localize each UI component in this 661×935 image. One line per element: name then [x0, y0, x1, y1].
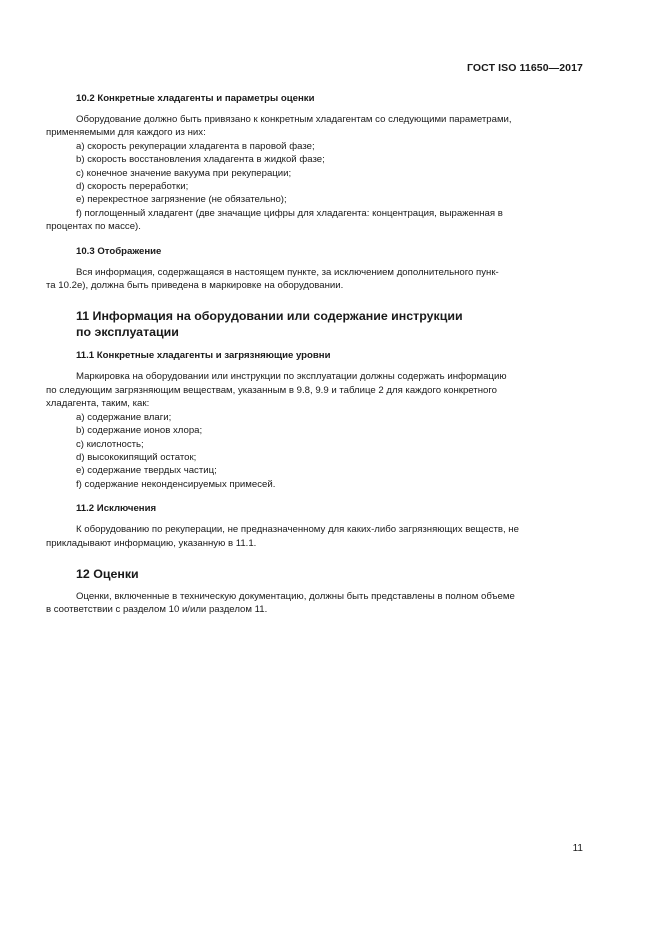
paragraph-11-1-line-1: Маркировка на оборудовании или инструкции по эксплуатации должны содержать информацию: [76, 371, 507, 383]
paragraph-10-3-line-2: та 10.2е), должна быть приведена в маркировке на оборудовании.: [46, 280, 344, 292]
paragraph-10-2-intro-1: [76, 113, 583, 126]
document-id: ГОСТ ISO 11650—2017: [466, 62, 583, 74]
heading-11-2: 11.2 Исключения: [76, 503, 157, 515]
heading-12: 12 Оценки: [76, 566, 139, 581]
list-item-11-1-f: f) содержание неконденсируемых примесей.: [76, 478, 276, 490]
list-item-10-2-e: e) перекрестное загрязнение (не обязательно);: [76, 194, 287, 206]
list-item-11-1-a: a) содержание влаги;: [76, 411, 172, 423]
heading-10-2: 10.2 Конкретные хладагенты и параметры оценки: [76, 93, 315, 104]
list-item-10-2-f-cont: процентах по массе).: [46, 221, 141, 233]
page-content: [46, 93, 583, 617]
list-item-10-2-a: a) скорость рекуперации хладагента в паровой фазе;: [76, 140, 315, 152]
paragraph-12-line-2: в соответствии с разделом 10 и/или разделом 11.: [46, 604, 268, 616]
heading-11-line-1: 11 Информация на оборудовании или содержание инструкции: [76, 309, 463, 324]
list-item-11-1-b: b) содержание ионов хлора;: [76, 425, 203, 437]
heading-10-3: 10.3 Отображение: [76, 245, 162, 257]
paragraph-12-line-1: Оценки, включенные в техническую документацию, должны быть представлены в полном объеме: [76, 590, 515, 602]
list-item-11-1-e: e) содержание твердых частиц;: [76, 465, 217, 477]
paragraph-11-1-line-3: хладагента, таким, как:: [46, 398, 150, 410]
paragraph-10-2-intro-2: применяемыми для каждого из них:: [46, 127, 206, 139]
list-item-10-2-d: d) скорость переработки;: [76, 181, 189, 193]
paragraph-11-2-line-2: прикладывают информацию, указанную в 11.1.: [46, 537, 257, 549]
text-line: Оборудование должно быть привязано к конкретным хладагентам со следующими параметрами,: [76, 114, 512, 125]
paragraph-10-3-line-1: Вся информация, содержащаяся в настоящем пункте, за исключением дополнительного пунк-: [76, 266, 499, 278]
heading-11-1: 11.1 Конкретные хладагенты и загрязняющие уровни: [76, 350, 331, 362]
list-item-11-1-c: c) кислотность;: [76, 438, 144, 450]
page-number: 11: [572, 843, 583, 854]
list-item-10-2-c: c) конечное значение вакуума при рекуперации;: [76, 167, 292, 179]
heading-11-line-2: по эксплуатации: [76, 325, 179, 340]
paragraph-11-1-line-2: по следующим загрязняющим веществам, указанным в 9.8, 9.9 и таблице 2 для каждого конкретного: [46, 384, 497, 396]
paragraph-11-2-line-1: К оборудованию по рекуперации, не предназначенному для каких-либо загрязняющих веществ, не: [76, 524, 519, 536]
list-item-11-1-d: d) высококипящий остаток;: [76, 451, 197, 463]
list-item-10-2-b: b) скорость восстановления хладагента в жидкой фазе;: [76, 154, 325, 166]
list-item-10-2-f: f) поглощенный хладагент (две значащие цифры для хладагента: концентрация, выраженная в: [76, 207, 503, 219]
